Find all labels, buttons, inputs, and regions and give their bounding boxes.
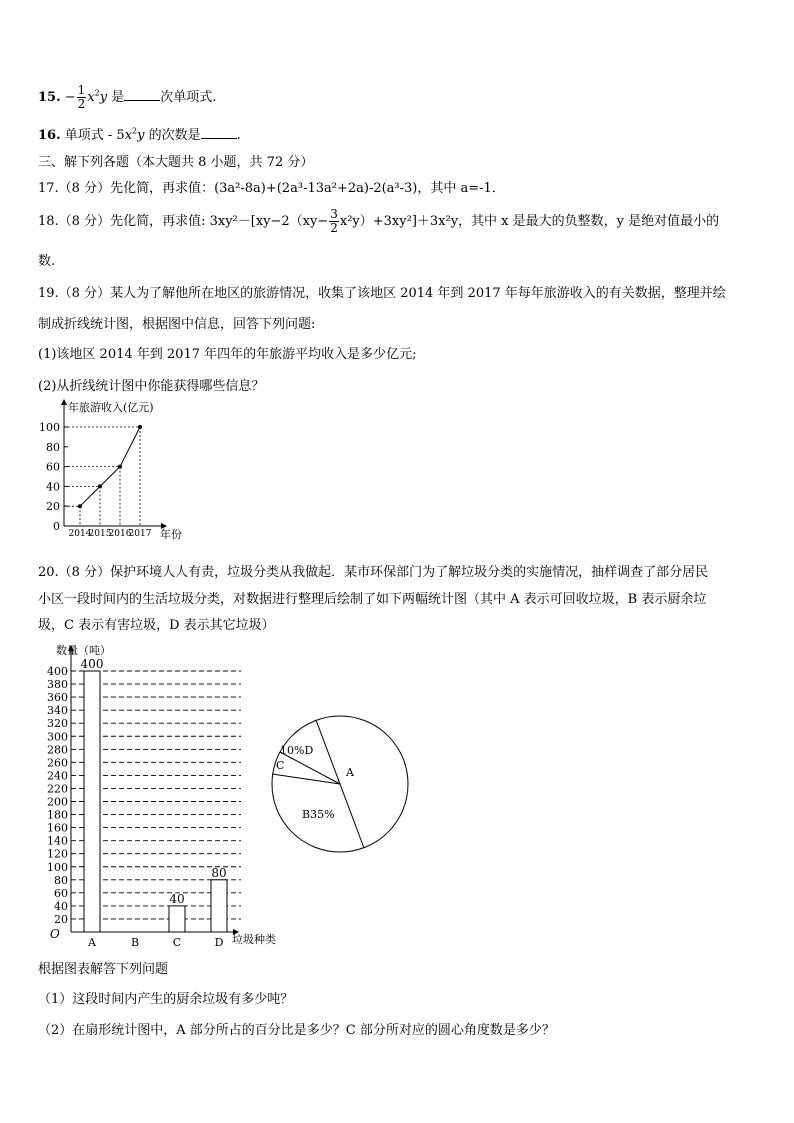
question-20-line3: 圾，C 表示有害垃圾，D 表示其它垃圾）	[38, 618, 275, 633]
fraction-denominator: 2	[330, 221, 338, 235]
data-point	[118, 465, 122, 469]
y-tick-label: 80	[46, 440, 60, 454]
x-axis-label: 垃圾种类	[232, 933, 276, 946]
tourism-line-chart	[36, 396, 206, 544]
y-tick-label: 260	[47, 756, 68, 770]
question-20-sub2: （2）在扇形统计图中，A 部分所占的百分比是多少？C 部分所对应的圆心角度数是多少？	[38, 1023, 555, 1038]
y-tick-label: 340	[47, 704, 68, 718]
y-tick-label: 20	[54, 912, 68, 926]
y-tick-label: 100	[39, 421, 60, 434]
exponent: 2	[132, 126, 138, 136]
q15-text-b: 次单项式.	[160, 90, 217, 105]
x-tick-label: B	[130, 936, 140, 949]
question-18-cont: 数.	[38, 254, 56, 269]
y-tick-label: 140	[47, 834, 68, 848]
garbage-bar-chart	[36, 638, 296, 950]
fraction-numerator: 3	[330, 207, 338, 221]
answer-blank[interactable]	[124, 88, 160, 101]
question-19-line1: 19.（8 分）某人为了解他所在地区的旅游情况，收集了该地区 2014 年到 2017 年每年旅游收入的有关数据，整理并绘	[38, 286, 726, 301]
data-point	[98, 484, 102, 488]
x-tick-label: 2014	[68, 529, 92, 539]
fraction-denominator: 2	[77, 97, 86, 111]
question-16	[38, 124, 241, 143]
answer-blank[interactable]	[201, 126, 237, 139]
pie-label-c: C	[276, 759, 285, 772]
question-20-line2: 小区一段时间内的生活垃圾分类，对数据进行整理后绘制了如下两幅统计图（其中 A 表示可回收垃圾，B 表示厨余垃	[38, 592, 707, 607]
data-point	[78, 504, 82, 508]
x-tick-label: 2017	[128, 529, 152, 539]
bar-value-label: 80	[211, 865, 227, 880]
y-tick-label: 100	[47, 860, 68, 874]
q16-text-a: 单项式 - 5	[64, 128, 125, 143]
question-20-sub1: （1）这段时间内产生的厨余垃圾有多少吨？	[38, 992, 294, 1007]
y-axis-label: 年旅游收入(亿元)	[68, 401, 154, 414]
y-tick-label: 60	[46, 460, 60, 474]
minus-sign: −	[64, 90, 76, 105]
bar	[169, 906, 185, 932]
question-20-line1: 20.（8 分）保护环境人人有责，垃圾分类从我做起．某市环保部门为了解垃圾分类的实施情况，抽样调查了部分居民	[38, 565, 709, 580]
y-tick-label: 400	[47, 665, 68, 678]
garbage-pie-chart	[260, 712, 420, 862]
q16-text-c: .	[236, 128, 241, 143]
x-tick-label: C	[172, 936, 182, 949]
pie-label-b: B35%	[302, 808, 335, 821]
y-tick-label: 200	[47, 795, 68, 809]
bar	[211, 880, 227, 932]
var-x: x	[87, 90, 95, 105]
y-tick-label: 280	[47, 743, 68, 757]
x-tick-label: A	[88, 936, 96, 949]
bar-value-label: 40	[169, 891, 185, 906]
y-tick-label: 320	[47, 717, 68, 731]
pie-label-d: 10%D	[280, 744, 314, 757]
y-tick-label: 120	[47, 847, 68, 861]
y-tick-label: 300	[47, 730, 68, 744]
bar	[84, 671, 100, 932]
bar-value-label: 400	[80, 657, 104, 671]
question-17: 17.（8 分）先化简，再求值：(3a²-8a)+(2a³-13a²+2a)-2(a³-3)，其中 a=-1．	[38, 181, 505, 196]
exponent: 2	[94, 88, 100, 98]
x-tick-label: 2015	[88, 529, 112, 539]
fraction-numerator: 1	[77, 83, 86, 97]
y-tick-label: 160	[47, 821, 68, 835]
q15-text-a: 是	[107, 90, 125, 105]
pie-label-a: A	[346, 766, 354, 779]
y-tick-label: 60	[54, 886, 68, 900]
origin-label: O	[50, 927, 60, 941]
question-19-sub1: (1)该地区 2014 年到 2017 年四年的年旅游平均收入是多少亿元;	[38, 347, 417, 362]
section-heading: 三、解下列各题（本大题共 8 小题，共 72 分）	[38, 155, 314, 170]
y-tick-label: 40	[54, 899, 68, 913]
var-y: y	[137, 128, 145, 143]
fraction	[77, 84, 87, 111]
y-tick-label: 380	[47, 678, 68, 692]
var-y: y	[99, 90, 108, 105]
question-18	[38, 208, 719, 235]
y-axis-label: 数量（吨）	[56, 644, 111, 657]
question-number: 15.	[38, 90, 61, 105]
y-tick-label: 360	[47, 691, 68, 705]
y-tick-label: 180	[47, 808, 68, 822]
q16-text-b: 的次数是	[144, 128, 201, 143]
var-x: x	[124, 128, 133, 143]
question-number: 16.	[38, 128, 61, 143]
y-tick-label: 240	[47, 769, 68, 783]
y-tick-label: 220	[47, 782, 68, 796]
question-15	[38, 84, 216, 111]
x-tick-label: 2016	[108, 529, 132, 539]
q18-text-b: x²y）+3xy²]＋3x²y，其中 x 是最大的负整数，y 是绝对值最小的	[339, 214, 720, 229]
y-tick-label: 20	[46, 500, 60, 514]
x-tick-label: D	[214, 936, 224, 949]
y-tick-label: 80	[54, 873, 68, 887]
fraction	[329, 208, 339, 235]
y-tick-label: 40	[46, 480, 60, 494]
answer-intro: 根据图表解答下列问题	[38, 962, 169, 977]
x-axis-label: 年份	[160, 528, 182, 541]
question-19-sub2: (2)从折线统计图中你能获得哪些信息？	[38, 379, 265, 394]
data-point	[138, 425, 142, 429]
question-19-line2: 制成折线统计图，根据图中信息，回答下列问题:	[38, 317, 316, 332]
y-tick-label: 0	[53, 520, 60, 533]
q18-text-a: 18.（8 分）先化简，再求值: 3xy²－[xy−2（xy−	[38, 214, 329, 229]
